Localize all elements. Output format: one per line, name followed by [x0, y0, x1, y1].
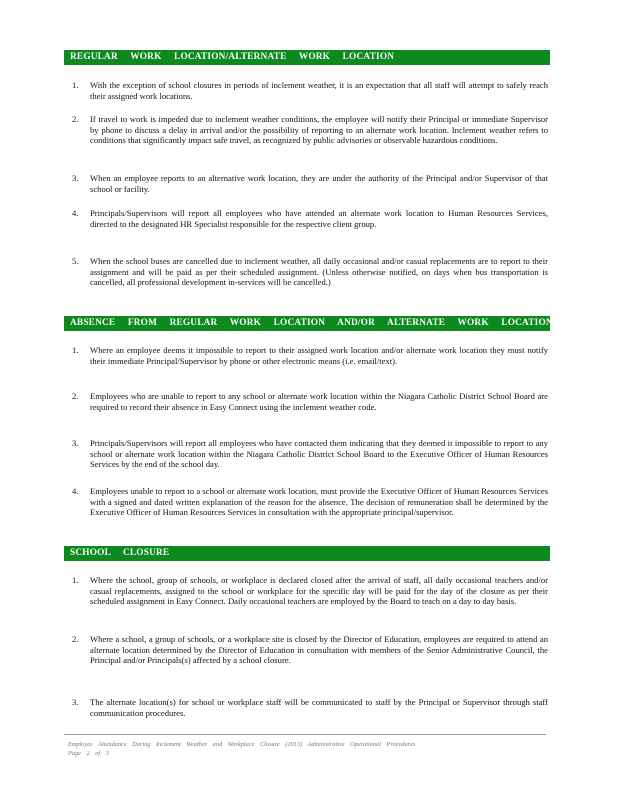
footer-divider	[64, 734, 546, 735]
list-item	[72, 208, 548, 244]
list-item	[72, 438, 548, 474]
item-number: 2.	[72, 391, 79, 401]
item-text: With the exception of school closures in periods of inclement weather, it is an expectation that all staff will attempt to safely reach their assigned work locations.	[90, 80, 548, 101]
item-number: 1.	[72, 80, 79, 90]
list-item	[72, 697, 548, 721]
item-number: 1.	[72, 575, 79, 585]
item-text: Employees who are unable to report to any school or alternate work location within the Niagara Catholic District School Board are required to record their absence in Easy Connect using the inclement weather code.	[90, 391, 548, 412]
list-item	[72, 80, 548, 104]
item-text: When an employee reports to an alternative work location, they are under the authority of the Principal and/or Supervisor of that school or facility.	[90, 173, 548, 194]
page-number: Page 2 of 3	[68, 750, 109, 757]
page-footer	[68, 740, 548, 758]
item-text: Principals/Supervisors will report all employees who have contacted them indicating that they deemed it impossible to report to any school or alternate work location within the Niagara Catholic District School Board to the Executive Officer of Human Resources Services by the end of the school day.	[90, 438, 548, 470]
item-text: If travel to work is impeded due to inclement weather conditions, the employee will notify their Principal or immediate Supervisor by phone to discuss a delay in arrival and/or the possibility of reporting to an alternate work location. Inclement weather refers to conditions that significantly impact safe travel, as recognized by public advisories or observable hazardous conditions.	[90, 114, 548, 146]
item-number: 4.	[72, 208, 79, 218]
item-number: 2.	[72, 114, 79, 124]
list-item	[72, 634, 548, 682]
section-header-school-closure: SCHOOL CLOSURE	[64, 546, 550, 561]
list-item	[72, 486, 548, 534]
item-text: When the school buses are cancelled due to inclement weather, all daily occasional and/or casual replacements are to report to their assignment and will be paid as per their scheduled assignment. (Unless otherwise notified, on days when bus transportation is cancelled, all professional development in-services will be cancelled.)	[90, 256, 548, 288]
list-item	[72, 256, 548, 304]
item-number: 2.	[72, 634, 79, 644]
item-number: 5.	[72, 256, 79, 266]
item-number: 1.	[72, 345, 79, 355]
section-header-regular-work-location: REGULAR WORK LOCATION/ALTERNATE WORK LOCATION	[64, 50, 550, 65]
item-number: 3.	[72, 173, 79, 183]
item-number: 3.	[72, 697, 79, 707]
item-text: Where an employee deems it impossible to report to their assigned work location and/or alternate work location they must notify their immediate Principal/Supervisor by phone or other electronic means (i.e. email/text).	[90, 345, 548, 366]
item-text: Principals/Supervisors will report all employees who have attended an alternate work location to Human Resources Services, directed to the designated HR Specialist responsible for the respective client group.	[90, 208, 548, 229]
item-text: Employees unable to report to a school or alternate work location, must provide the Executive Officer of Human Resources Services with a signed and dated written explanation of the reason for the absence. The decision of remuneration shall be determined by the Executive Officer of Human Resources Services in consultation with the appropriate principal/supervisor.	[90, 486, 548, 518]
section-header-absence: ABSENCE FROM REGULAR WORK LOCATION AND/OR ALTERNATE WORK LOCATION	[64, 316, 550, 331]
list-item	[72, 345, 548, 381]
item-text: Where the school, group of schools, or workplace is declared closed after the arrival of staff, all daily occasional teachers and/or casual replacements, assigned to the school or workplace for the specific day will be paid for the day of the closure as per their scheduled assignment in Easy Connect. Daily occasional teachers are employed by the Board to teach on a day to day basis.	[90, 575, 548, 607]
list-item	[72, 114, 548, 162]
footer-title: Employee Attendance During Inclement Weather and Workplace Closure (2013) Administrative Operational Procedures	[68, 741, 416, 748]
item-number: 3.	[72, 438, 79, 448]
item-text: Where a school, a group of schools, or a workplace site is closed by the Director of Education, employees are required to attend an alternate location determined by the Director of Education in consultation with members of the Senior Administrative Council, the Principal and/or Principals(s) affected by a school closure.	[90, 634, 548, 666]
item-text: The alternate location(s) for school or workplace staff will be communicated to staff by the Principal or Supervisor through staff communication procedures.	[90, 697, 548, 718]
item-number: 4.	[72, 486, 79, 496]
list-item	[72, 391, 548, 427]
list-item	[72, 173, 548, 197]
list-item	[72, 575, 548, 623]
